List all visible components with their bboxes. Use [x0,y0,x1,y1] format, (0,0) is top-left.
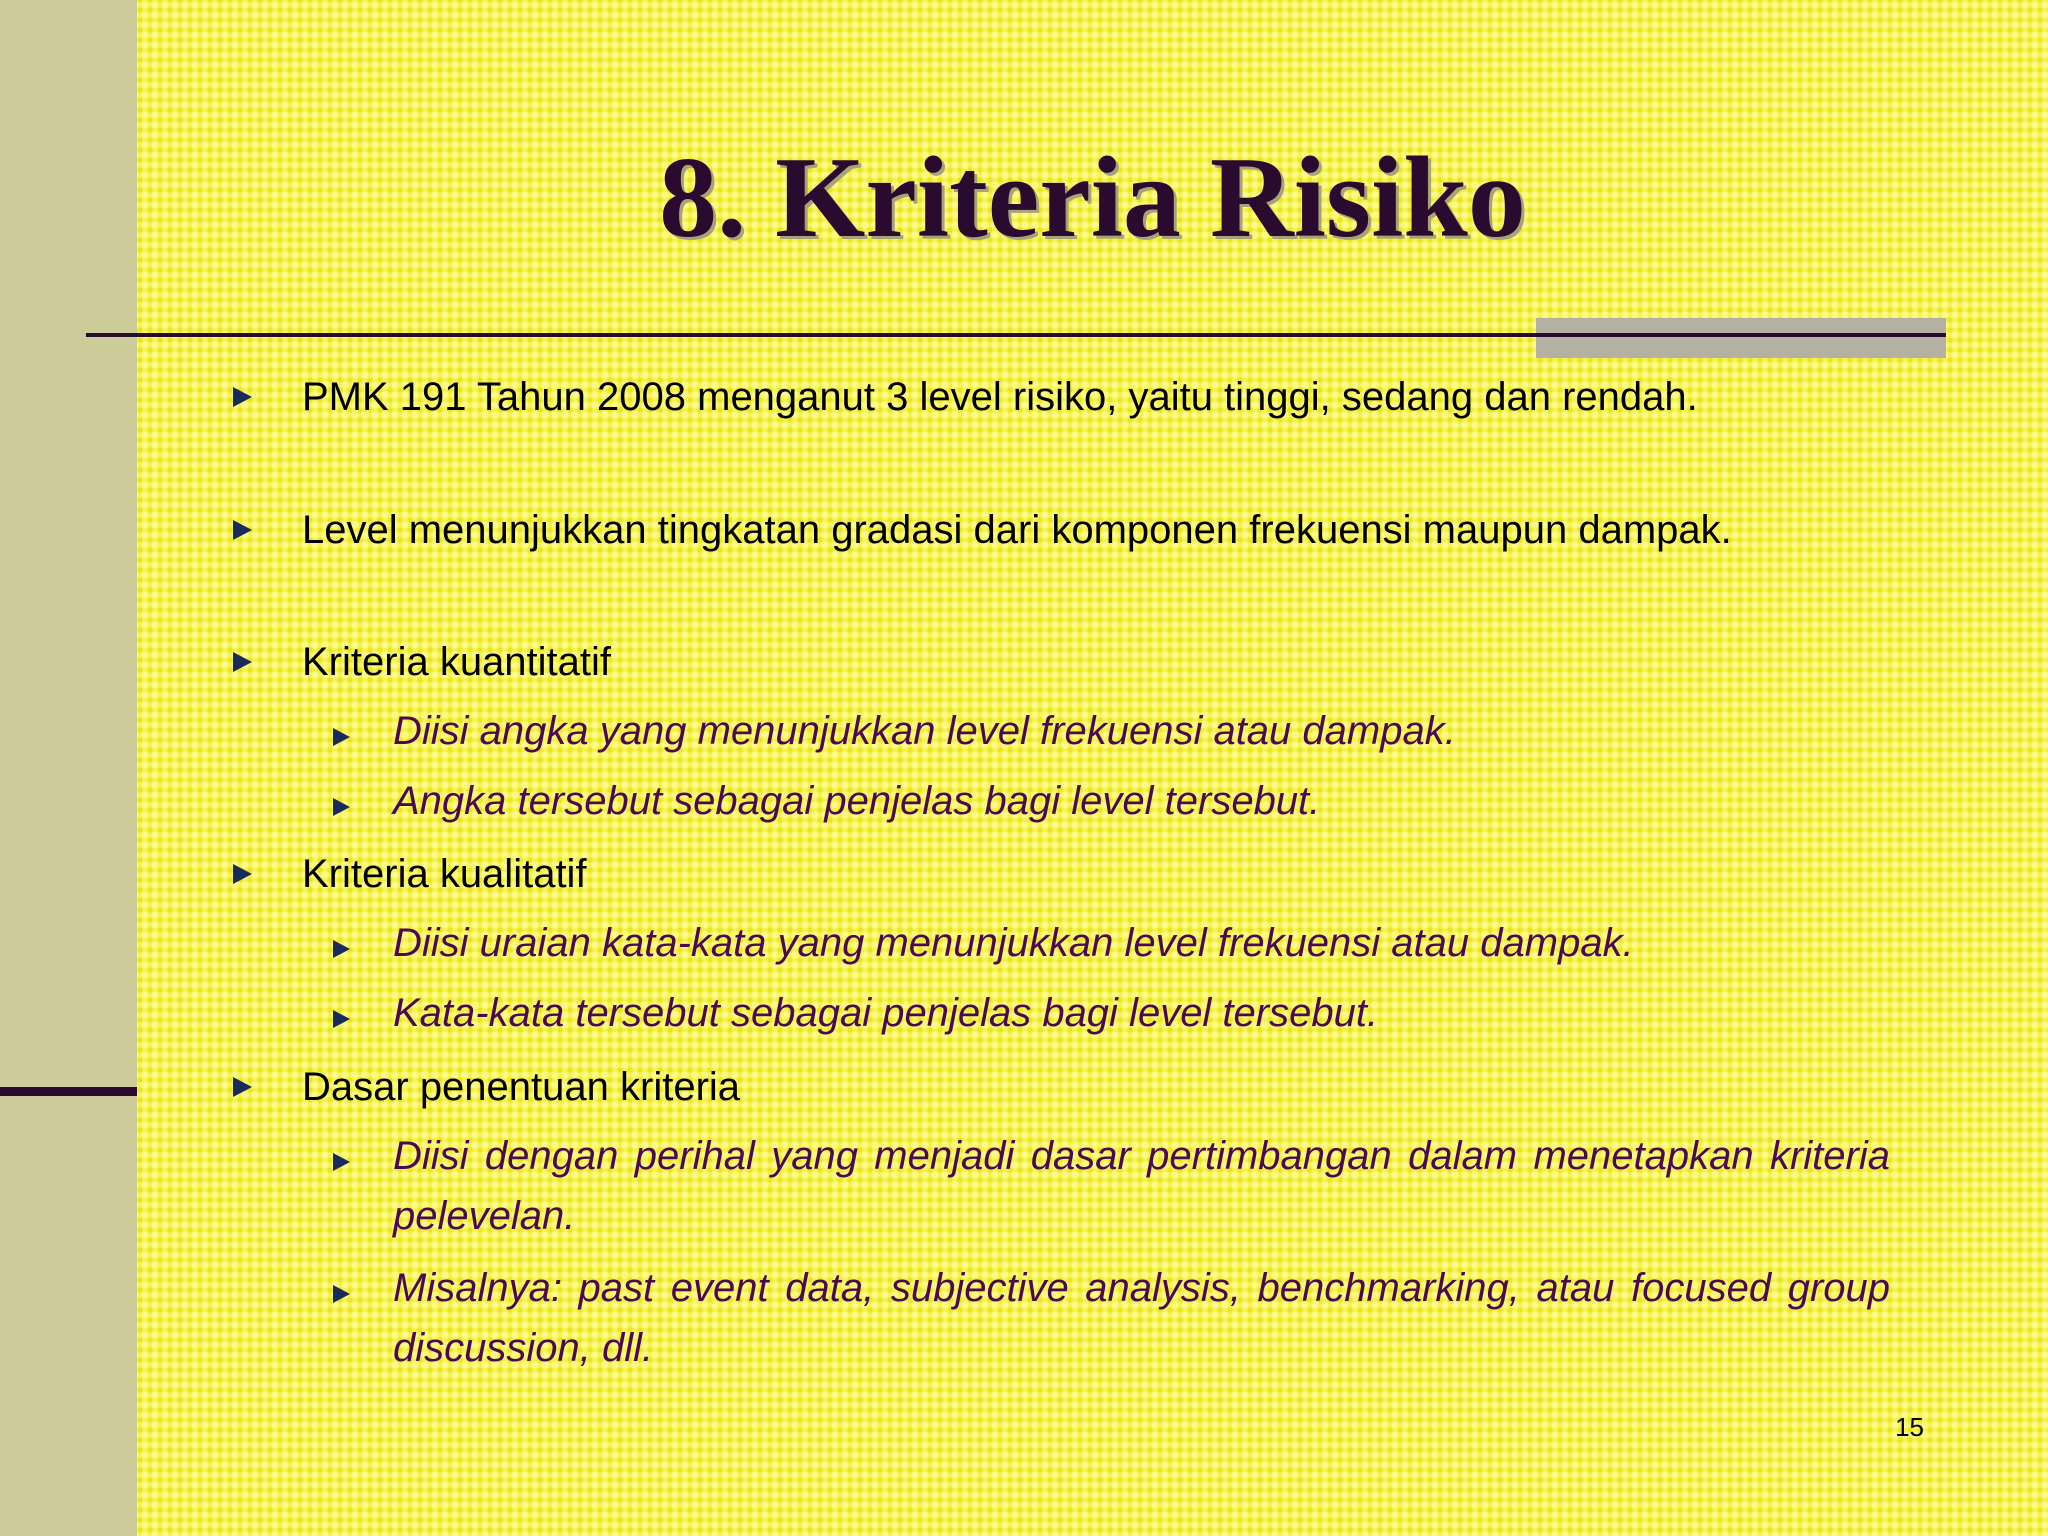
sub-bullet-arrow-icon [333,798,350,816]
bullet-arrow-icon [233,652,252,672]
bullet-item: Kriteria kualitatif [302,852,587,896]
sub-bullet-arrow-icon [333,1285,350,1303]
slide-title: 8. Kriteria Risiko [659,134,1526,262]
bullet-item: Kriteria kuantitatif [302,640,612,684]
sub-bullet-item: Misalnya: past event data, subjective analysis, benchmarking, atau focused group discussion, dll. [393,1266,1890,1370]
bullet-arrow-icon [233,864,252,884]
sub-bullet-item: Diisi uraian kata-kata yang menunjukkan level frekuensi atau dampak. [393,921,1634,965]
sub-bullet-item: Angka tersebut sebagai penjelas bagi level tersebut. [393,779,1321,823]
bullet-item: Level menunjukkan tingkatan gradasi dari komponen frekuensi maupun dampak. [302,508,1732,552]
sub-bullet-item: Diisi dengan perihal yang menjadi dasar pertimbangan dalam menetapkan kriteria pelevelan. [393,1134,1890,1238]
page-number: 15 [1895,1412,1924,1442]
sub-bullet-arrow-icon [333,940,350,958]
sub-bullet-arrow-icon [333,1153,350,1171]
sub-bullet-item: Kata-kata tersebut sebagai penjelas bagi level tersebut. [393,991,1379,1035]
sub-bullet-item: Diisi angka yang menunjukkan level frekuensi atau dampak. [393,709,1456,753]
bullet-item: Dasar penentuan kriteria [302,1065,741,1109]
sub-bullet-arrow-icon [333,1010,350,1028]
bullet-arrow-icon [233,1077,252,1097]
sub-bullet-arrow-icon [333,728,350,746]
bullet-item: PMK 191 Tahun 2008 menganut 3 level risiko, yaitu tinggi, sedang dan rendah. [302,375,1698,419]
bullet-arrow-icon [233,387,252,407]
bullet-arrow-icon [233,520,252,540]
